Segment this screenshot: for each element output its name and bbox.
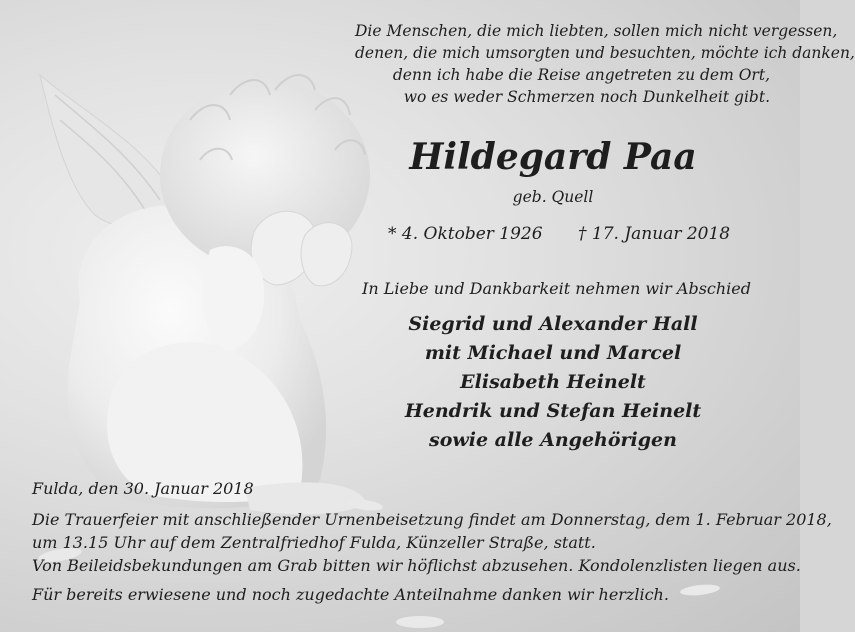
funeral-line: Die Trauerfeier mit anschließender Urnenbeisetzung findet am Donnerstag, dem 1. Februar 2018,	[32, 510, 832, 529]
poem-block	[355, 20, 855, 108]
funeral-line: um 13.15 Uhr auf dem Zentralfriedhof Fulda, Künzeller Straße, statt.	[32, 533, 596, 552]
mourners-list	[362, 310, 744, 455]
poem-line: Die Menschen, die mich liebten, sollen mich nicht vergessen,	[355, 22, 838, 40]
funeral-info	[32, 508, 832, 577]
poem-line: denn ich habe die Reise angetreten zu dem Ort,	[392, 66, 770, 84]
farewell-line: In Liebe und Dankbarkeit nehmen wir Abschied	[362, 279, 752, 298]
thanks-line: Für bereits erwiesene und noch zugedachte Anteilnahme danken wir herzlich.	[32, 585, 669, 604]
mourner-line: Siegrid und Alexander Hall	[408, 313, 698, 335]
mourner-line: Elisabeth Heinelt	[460, 371, 646, 393]
birth-date: * 4. Oktober 1926	[388, 224, 543, 244]
poem-line: wo es weder Schmerzen noch Dunkelheit gibt.	[403, 88, 770, 106]
mourner-line: mit Michael und Marcel	[424, 342, 682, 364]
death-date: † 17. Januar 2018	[578, 224, 731, 244]
mourner-line: sowie alle Angehörigen	[429, 429, 677, 451]
funeral-line: Von Beileidsbekundungen am Grab bitten wir höflichst abzusehen. Kondolenzlisten liegen aus.	[32, 556, 801, 575]
maiden-name: geb. Quell	[512, 188, 594, 206]
place-date: Fulda, den 30. Januar 2018	[32, 479, 254, 498]
poem-line: denen, die mich umsorgten und besuchten, möchte ich danken,	[355, 44, 855, 62]
mourner-line: Hendrik und Stefan Heinelt	[404, 400, 702, 422]
deceased-name: Hildegard Paa	[409, 136, 697, 178]
